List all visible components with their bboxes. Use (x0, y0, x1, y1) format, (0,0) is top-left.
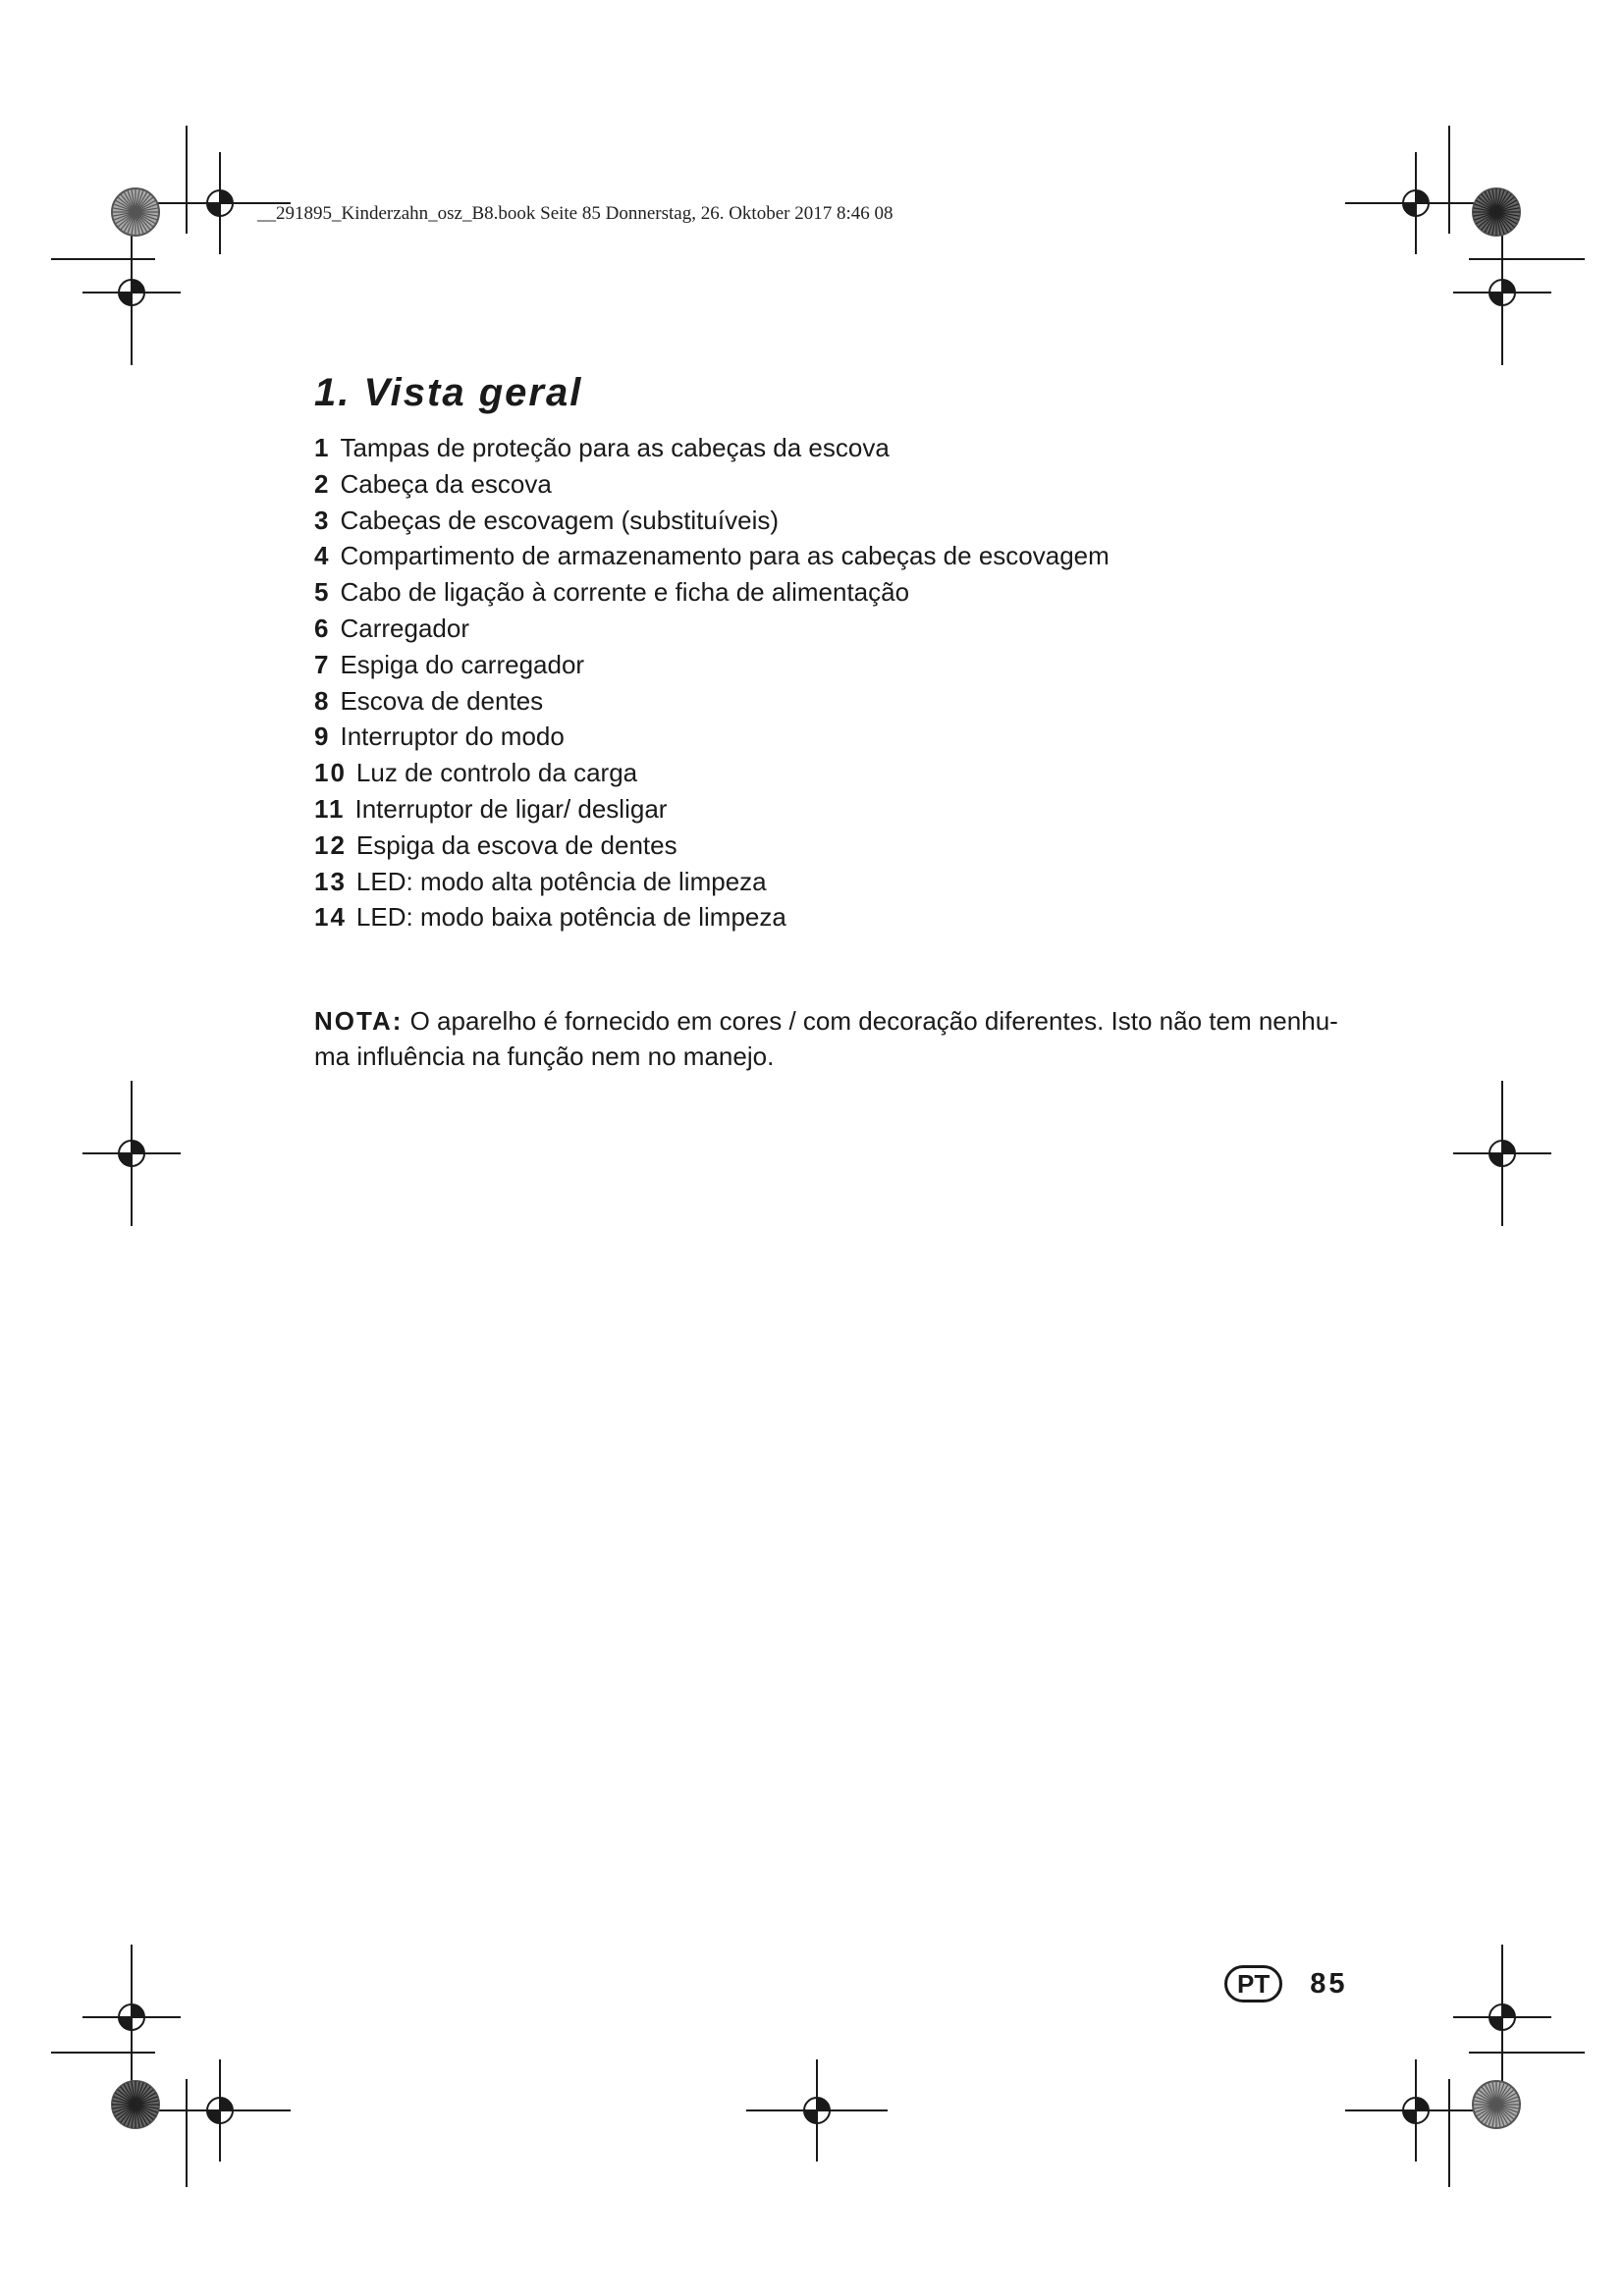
registration-target-icon (82, 1945, 181, 2090)
list-item: 9 Interruptor do modo (314, 721, 565, 752)
list-item: 7 Espiga do carregador (314, 649, 585, 679)
list-item: 13 LED: modo alta potência de limpeza (314, 866, 767, 896)
registration-target-icon (82, 1081, 181, 1226)
list-item: 11 Interruptor de ligar/ desligar (314, 793, 668, 824)
registration-target-icon (82, 220, 181, 365)
list-item: 14 LED: modo baixa potência de limpeza (314, 902, 786, 933)
color-bar-starburst-icon (1473, 2081, 1520, 2128)
note-block (314, 1003, 1375, 1074)
page-footer (1224, 1965, 1348, 2002)
registration-target-icon (1345, 2059, 1487, 2162)
registration-target-icon (746, 2059, 888, 2162)
section-heading: 1. Vista geral (314, 371, 583, 414)
list-item: 5 Cabo de ligação à corrente e ficha de alimentação (314, 577, 910, 608)
parts-list (314, 430, 1110, 935)
registration-target-icon (1453, 1945, 1551, 2090)
language-badge: PT (1224, 1965, 1282, 2002)
list-item: 1 Tampas de proteção para as cabeças da escova (314, 433, 890, 462)
list-item: 4 Compartimento de armazenamento para as cabeças de escovagem (314, 541, 1110, 571)
list-item: 10 Luz de controlo da carga (314, 758, 638, 788)
color-bar-starburst-icon (112, 188, 159, 236)
note-line-1: NOTA: O aparelho é fornecido em cores / com decoração diferentes. Isto não tem nenhu- (314, 1006, 1338, 1036)
list-item: 3 Cabeças de escovagem (substituíveis) (314, 505, 780, 535)
registration-target-icon (1345, 152, 1487, 254)
file-info-header: __291895_Kinderzahn_osz_B8.book Seite 85 Donnerstag, 26. Oktober 2017 8:46 08 (257, 203, 893, 224)
list-item: 8 Escova de dentes (314, 685, 544, 716)
note-label: NOTA: (314, 1006, 404, 1036)
color-bar-starburst-icon (1473, 188, 1520, 236)
list-item: 6 Carregador (314, 613, 469, 643)
note-line-2: ma influência na função nem no manejo. (314, 1041, 775, 1071)
registration-target-icon (1453, 220, 1551, 365)
page-number: 85 (1310, 1967, 1348, 2000)
list-item: 12 Espiga da escova de dentes (314, 829, 677, 860)
registration-target-icon (149, 2059, 291, 2162)
list-item: 2 Cabeça da escova (314, 468, 552, 499)
color-bar-starburst-icon (112, 2081, 159, 2128)
registration-target-icon (1453, 1081, 1551, 1226)
